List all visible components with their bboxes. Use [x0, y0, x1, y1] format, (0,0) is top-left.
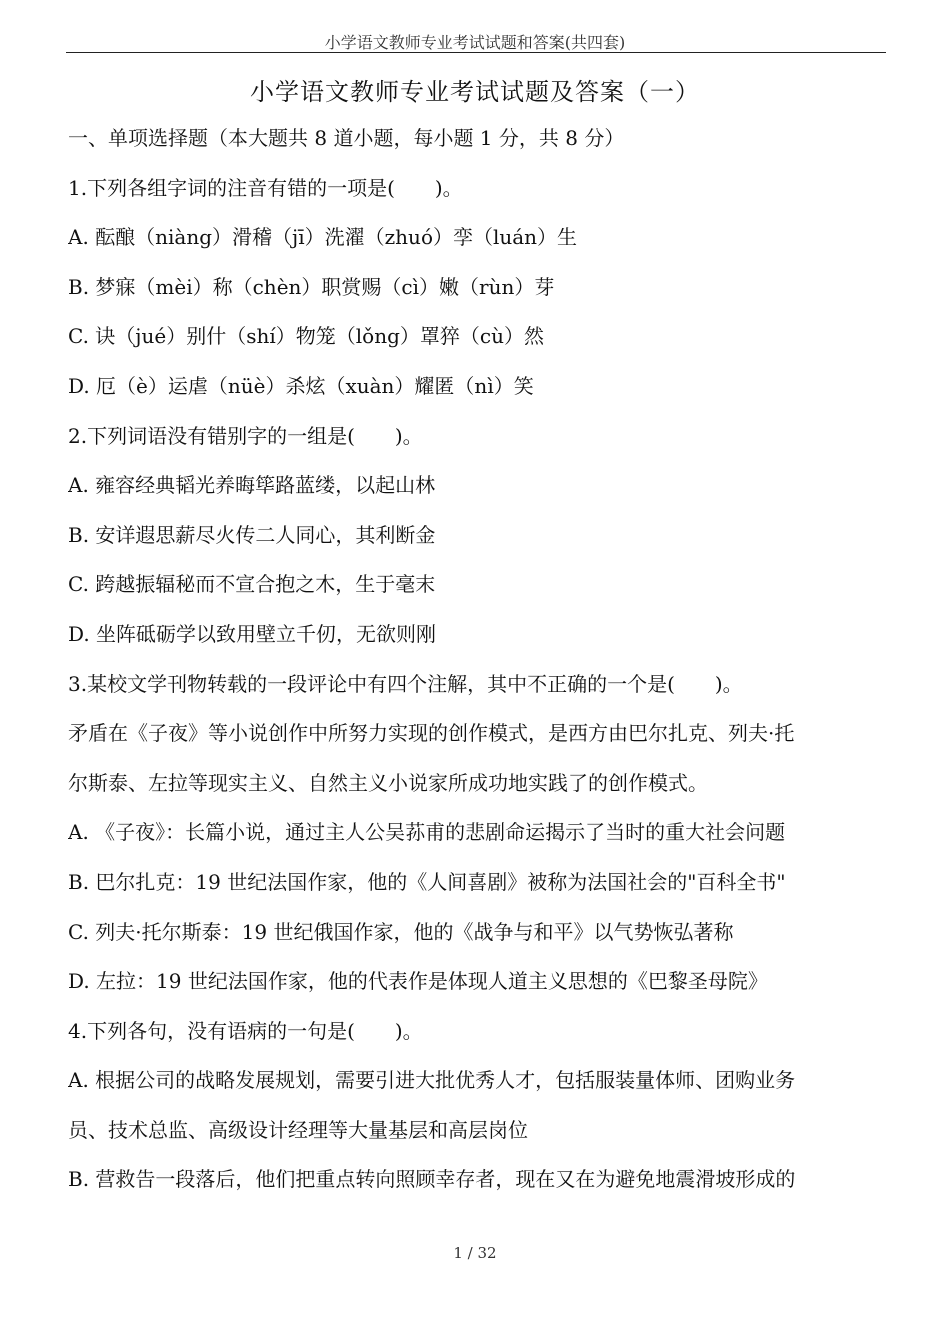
document-body [68, 120, 883, 1211]
question-1-stem: 1.下列各组字词的注音有错的一项是( )。 [68, 175, 463, 200]
question-2-stem: 2.下列词语没有错别字的一组是( )。 [68, 423, 423, 448]
question-1-option-c: C. 诀（jué）别什（shí）物笼（lǒng）罩猝（cù）然 [68, 324, 544, 349]
question-3-option-d: D. 左拉：19 世纪法国作家，他的代表作是体现人道主义思想的《巴黎圣母院》 [68, 969, 768, 994]
question-3-option-b: B. 巴尔扎克：19 世纪法国作家，他的《人间喜剧》被称为法国社会的"百科全书" [68, 869, 786, 894]
running-header: 小学语文教师专业考试试题和答案(共四套) [324, 33, 626, 52]
question-4-option-a-line-1: A. 根据公司的战略发展规划，需要引进大批优秀人才，包括服装量体师、团购业务 [68, 1068, 796, 1093]
page-number: 1 / 32 [453, 1244, 497, 1262]
question-3-stem: 3.某校文学刊物转载的一段评论中有四个注解，其中不正确的一个是( )。 [68, 671, 743, 696]
question-2-option-d: D. 坐阵砥砺学以致用壁立千仞，无欲则刚 [68, 621, 437, 646]
question-3-option-c: C. 列夫·托尔斯泰：19 世纪俄国作家，他的《战争与和平》以气势恢弘著称 [68, 919, 734, 944]
question-3-passage-line-2: 尔斯泰、左拉等现实主义、自然主义小说家所成功地实践了的创作模式。 [68, 770, 708, 795]
question-2-option-a: A. 雍容经典韬光养晦筚路蓝缕，以起山林 [68, 473, 436, 498]
question-1-option-d: D. 厄（è）运虐（nüè）杀炫（xuàn）耀匿（nì）笑 [68, 373, 534, 398]
question-4-option-b-line-1: B. 营救告一段落后，他们把重点转向照顾幸存者，现在又在为避免地震滑坡形成的 [68, 1167, 796, 1192]
question-4-option-a-line-2: 员、技术总监、高级设计经理等大量基层和高层岗位 [68, 1117, 528, 1142]
question-1-option-a: A. 酝酿（niàng）滑稽（jī）洗濯（zhuó）孪（luán）生 [68, 225, 578, 250]
question-3-option-a: A. 《子夜》：长篇小说，通过主人公吴荪甫的悲剧命运揭示了当时的重大社会问题 [68, 820, 786, 845]
question-1-option-b: B. 梦寐（mèi）称（chèn）职赏赐（cì）嫩（rùn）芽 [68, 274, 555, 299]
question-2-option-c: C. 跨越振辐秘而不宣合抱之木，生于毫末 [68, 572, 436, 597]
header-divider [66, 52, 886, 53]
section-heading: 一、单项选择题（本大题共 8 道小题，每小题 1 分，共 8 分） [68, 126, 625, 150]
page-title: 小学语文教师专业考试试题及答案（一） [250, 78, 700, 106]
question-2-option-b: B. 安详遐思薪尽火传二人同心，其利断金 [68, 522, 436, 547]
question-4-stem: 4.下列各句，没有语病的一句是( )。 [68, 1018, 423, 1043]
question-3-passage-line-1: 矛盾在《子夜》等小说创作中所努力实现的创作模式，是西方由巴尔扎克、列夫·托 [68, 721, 795, 746]
